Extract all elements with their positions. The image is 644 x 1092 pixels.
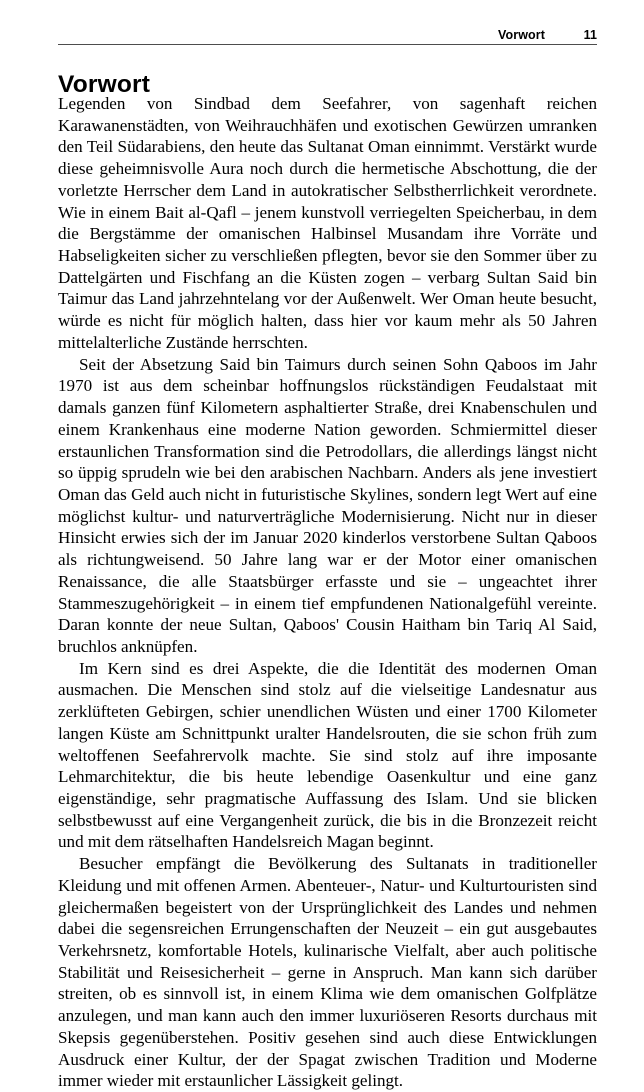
- header-divider: [58, 44, 597, 45]
- running-head: [58, 28, 597, 42]
- paragraph-1: Legenden von Sindbad dem Seefahrer, von sagenhaft reichen Karawanenstädten, von Weihrauchhäfen und exotischen Gewürzen umranken den Teil Südarabiens, den heute das Sultanat Oman einnimmt. Verstärkt wurde diese geheimnisvolle Aura noch durch die hermetische Abschottung, die der vorletzte Herrscher dem Land in autokratischer Selbstherrlichkeit verordnete. Wie in einem Bait al-Qafl – jenem kunstvoll verriegelten Speicherbau, in dem die Bergstämme der omanischen Halbinsel Musandam ihre Vorräte und Habseligkeiten sicher zu verschließen pflegten, bevor sie den Sommer über zu Dattelgärten und Fischfang an die Küsten zogen – verbarg Sultan Said bin Taimur das Land jahrzehntelang vor der Außenwelt. Wer Oman heute besucht, würde es nicht für möglich halten, dass hier vor kaum mehr als 50 Jahren mittelalterliche Zustände herrschten.: [58, 94, 597, 352]
- chapter-title: Vorwort: [58, 71, 151, 99]
- paragraph-2: Seit der Absetzung Said bin Taimurs durch seinen Sohn Qaboos im Jahr 1970 ist aus dem scheinbar hoffnungslos rückständigen Feudalstaat mit damals ganzen fünf Kilometern asphaltierter Straße, drei Knabenschulen und einem Krankenhaus eine moderne Nation geworden. Schmiermittel dieser erstaunlichen Transformation sind die Petrodollars, die allerdings längst nicht so üppig sprudeln wie bei den arabischen Nachbarn. Anders als jene investiert Oman das Geld auch nicht in futuristische Skylines, sondern legt Wert auf eine möglichst kultur- und naturverträgliche Modernisierung. Nicht nur in dieser Hinsicht erwies sich der im Januar 2020 kinderlos verstorbene Sultan Qaboos als richtungweisend. 50 Jahre lang war er der Motor einer omanischen Renaissance, die alle Staatsbürger erfasste und sie – ungeachtet ihrer Stammeszugehörigkeit – in einem tief empfundenen Nationalgefühl vereinte. Daran konnte der neue Sultan, Qaboos' Cousin Haitham bin Tariq Al Said, bruchlos anknüpfen.: [58, 354, 597, 656]
- paragraph-3: Im Kern sind es drei Aspekte, die die Identität des modernen Oman ausmachen. Die Menschen sind stolz auf die vielseitige Landesnatur aus zerklüfteten Gebirgen, schier unendlichen Wüsten und einer 1700 Kilometer langen Küste am Schnittpunkt uralter Handelsrouten, die sie schon früh zum weltoffenen Seefahrervolk machte. Sie sind stolz auf ihre imposante Lehmarchitektur, die bis heute lebendige Oasenkultur und eine ganz eigenständige, sehr pragmatische Auffassung des Islam. Und sie blicken selbstbewusst auf eine Vergangenheit zurück, die bis in die Bronzezeit reicht und mit dem rätselhaften Handelsreich Magan beginnt.: [58, 658, 597, 852]
- body-text: [58, 93, 597, 1092]
- running-head-title: Vorwort: [498, 28, 545, 42]
- paragraph-4: Besucher empfängt die Bevölkerung des Sultanats in traditioneller Kleidung und mit offenen Armen. Abenteuer-, Natur- und Kulturtouristen sind gleichermaßen begeistert von der Ursprünglichkeit des Landes und nehmen dabei die segensreichen Errungenschaften der Neuzeit – ein gut ausgebautes Verkehrsnetz, komfortable Hotels, kulinarische Vielfalt, aber auch politische Stabilität und Reisesicherheit – gerne in Anspruch. Man kann sich darüber streiten, ob es sinnvoll ist, in einem Klima wie dem omanischen Golfplätze anzulegen, und man kann auch den immer luxuriöseren Resorts durchaus mit Skepsis gegenüberstehen. Positiv gesehen sind auch diese Entwicklungen Ausdruck einer Kultur, der der Spagat zwischen Tradition und Moderne immer wieder mit erstaunlicher Lässigkeit gelingt.: [58, 854, 597, 1091]
- page-number: 11: [583, 28, 597, 42]
